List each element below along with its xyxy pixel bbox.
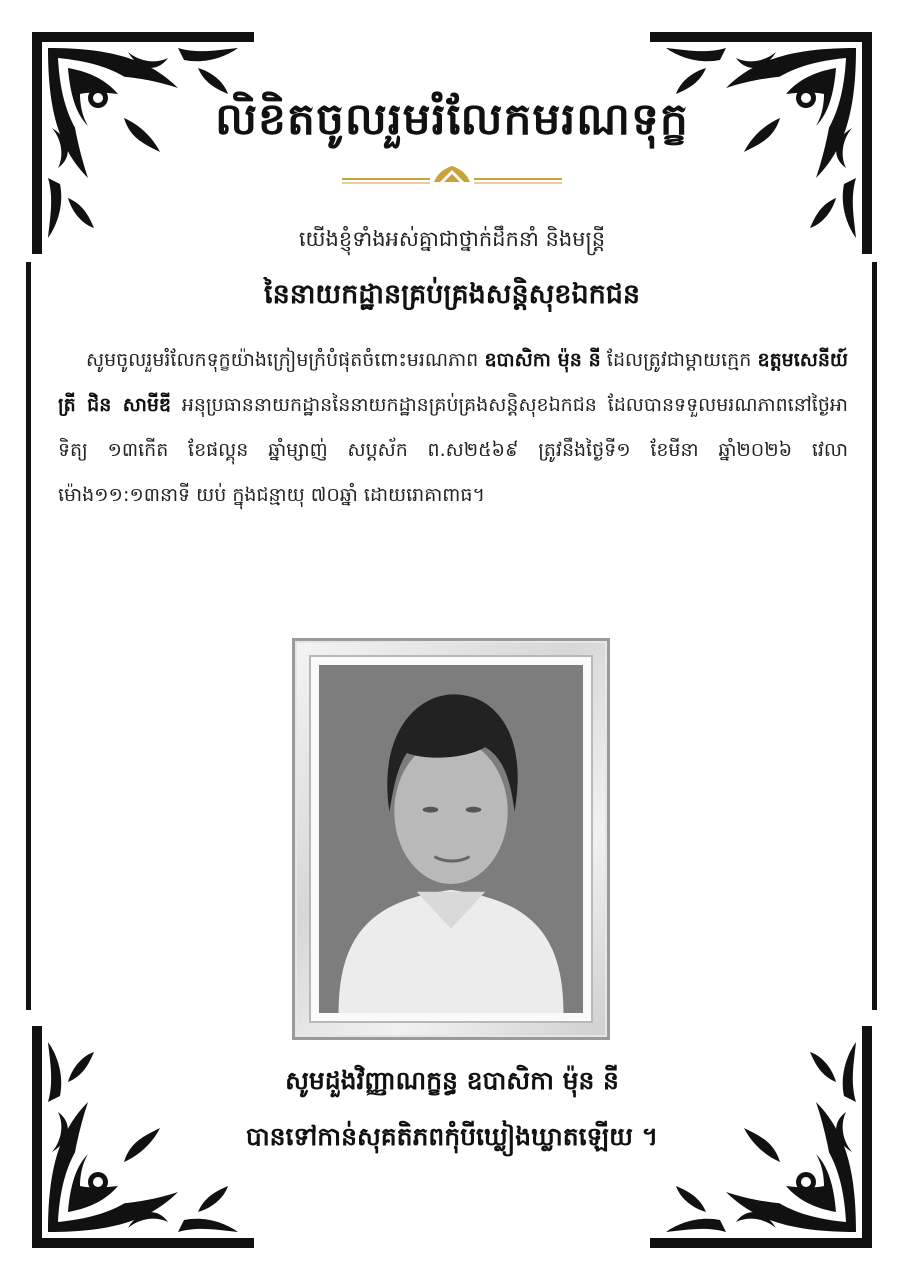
portrait-frame [292,638,610,1040]
closing-line-2: បានទៅកាន់សុគតិភពកុំបីឃ្លៀងឃ្លាតឡើយ ។ [245,1122,659,1151]
condolence-body [58,338,848,518]
subtitle-line-1: យើងខ្ញុំទាំងអស់គ្នាជាថ្នាក់ដឹកនាំ និងមន្ត្រី [298,227,606,251]
closing-line-1: សូមដួងវិញ្ញាណក្ខន្ធ ឧបាសិកា ម៉ុន នី [285,1066,619,1095]
page-title: លិខិតចូលរួមរំលែកមរណទុក្ខ [215,94,689,145]
body-part-2: ដែលត្រូវជាម្តាយក្មេក [606,349,752,371]
official-name: ឧត្តមសេនីយ៍ត្រី ជិន សាមីឌី [58,349,848,416]
body-part-3: អនុប្រធាននាយកដ្ឋាននៃនាយកដ្ឋានគ្រប់គ្រងសន្តិសុខឯកជន ដែលបានទទួលមរណភាពនៅថ្ងៃអាទិត្យ ១៣កើត ខែផល្គុន ឆ្នាំម្សាញ់ សប្តស័ក ព.ស២៥៦៩ ត្រូវនឹងថ្ងៃទី១ ខែមីនា ឆ្នាំ២០២៦ វេលាម៉ោង១១:១៣នាទី យប់ ក្នុងជន្មាយុ ៧០ឆ្នាំ ដោយរោគាពាធ។ [58,394,848,506]
gold-divider-icon [342,164,562,188]
deceased-name: ឧបាសិកា ម៉ុន នី [484,349,601,371]
body-part-1: សូមចូលរួមរំលែកទុក្ខយ៉ាងក្រៀមក្រំបំផុតចំពោះមរណភាព [86,349,479,371]
subtitle-line-2: នៃនាយកដ្ឋានគ្រប់គ្រងសន្តិសុខឯកជន [264,279,640,310]
portrait-photo-icon [319,665,583,1013]
left-border-line [26,262,31,1010]
right-border-line [872,262,877,1010]
portrait-mat [309,655,593,1023]
